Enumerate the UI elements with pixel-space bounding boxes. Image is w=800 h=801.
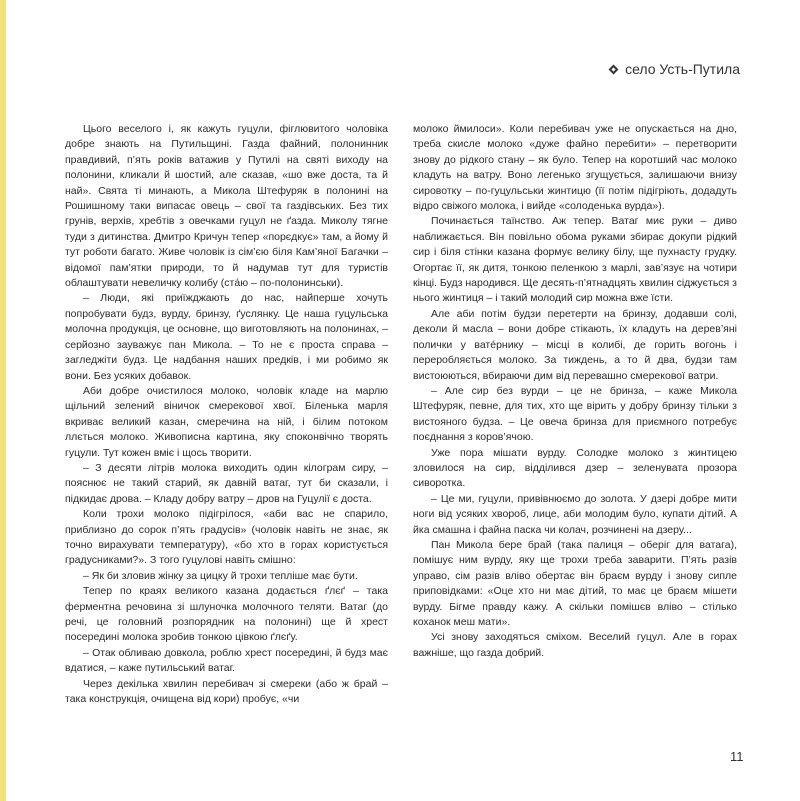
left-column: [65, 122, 388, 707]
paragraph: – Це ми, гуцули, привівнюємо до золота. У дзері добре мити ноги від усяких хвороб, лице, аби молодим було, купати дітий. А йка смашна і файна паска чи колач, розчинені на дзеру...: [413, 492, 737, 536]
running-header: [610, 61, 740, 77]
paragraph: Але аби потім будзи перетерти на бринзу, додавши солі, деколи й масла – вони добре стікають, їх кладуть на дерев’яні полички у ватéрнику – місці в колибі, де горить вогонь і переробляється молоко. За тиждень, а то й два, будзи там вистоюються, вбираючи дим від перевашно смерекової ватри.: [413, 307, 737, 382]
paragraph: – Як би зловив жінку за цицку й трохи тепліше має бути.: [83, 569, 358, 582]
paragraph: Аби добре очистилося молоко, чоловік кладе на марлю щільний зелений віничок смерекової хвої. Біленька марля вкриває великий казан, смеречина на ній, і білим потоком ллється молоко. Живописна картина, яку споконвічно творять гуцули. Тут кожен вміє і щось творити.: [65, 384, 388, 459]
paragraph: – Але сир без вурди – це не бринза, – каже Микола Штефуряк, певне, для тих, хто ще вірить у добру бринзу тільки з вистояного будза. – Це овеча бринза для приємного потребує поєднання з коров’ячою.: [413, 384, 737, 444]
paragraph: Коли трохи молоко підігрілося, «аби вас не спарило, приблизно до сорок п’ять градусів» (чоловік навіть не знає, як точно вирахувати температуру), «бо хто в горах користується градусниками?». З того гуцулові навіть смішно:: [65, 508, 388, 567]
paragraph: – Люди, які приїжджають до нас, найперше хочуть попробувати будз, вурду, бринзу, ґуслянку. Це наша гуцульська молочна продукція, це основне, що виготовляють на полонинах, – серйозно зауважує пан Микола. – То не є проста справа – загледжіти будз. Це надбання наших предків, і ми робимо як вони. Без усяких добавок.: [65, 292, 388, 382]
paragraph: Цього веселого і, як кажуть гуцули, фіглювитого чоловіка добре знають на Путильщині. Газда файний, полонинник правдивий, п’ять років ватажив у Путилі на святі виходу на полонини, кликали й шостий, але сказав, «шо вже доста, та й най». Свята ті минають, а Микола Штефуряк в полонині на Рошишному таки випасає овець – свої та газдівських. Без тих грунів, верхів, хребтів з овечками гуцул не ґазда. Миколу тягне туди з дитинства. Дмитро Кричун тепер «порєдкує» там, а йому й тут роботи багато. Живе чоловік із сім’єю біля Кам’яної Багачки – відомої пам’ятки природи, то й надумав тут для туристів облаштувати невеличку колибу (стáю – по-полонинськи).: [65, 123, 388, 290]
paragraph: Усі знову заходяться сміхом. Веселий гуцул. Але в горах важніше, що газда добрий.: [413, 631, 737, 659]
paragraph: Починається таїнство. Аж тепер. Ватаг миє руки – диво наближається. Він повільно обома руками збирає докупи рідкий сир і біля стінки казана формує велику білу, ще пухнасту грудку. Огортає її, як дитя, тонкою пеленкою з марлі, зав’язує на чотири кінці. Будз народився. Ще десять-п’ятнадцять хвилин сіджується з нього жинтиця – і такий молодий сир можна вже їсти.: [413, 215, 737, 305]
paragraph: – З десяти літрів молока виходить один кілограм сиру, – пояснює не такий старий, як давній ватаг, тут би сказали, і підкидає дрова. – Кладу добру ватру – дров на Гуцулії є доста.: [65, 461, 388, 505]
paragraph: Уже пора мішати вурду. Солодке молоко з жинтицею зловилося на сир, відділився дзер – зеленувата прозора сиворотка.: [413, 446, 737, 490]
paragraph: – Отак обливаю довкола, роблю хрест посередині, й будз має вдатися, – каже путильський ватаг.: [65, 646, 388, 675]
right-column: [413, 122, 737, 661]
paragraph: Через декілька хвилин перебивач зі смереки (або ж брай – така конструкція, очищена від кори) пробує, «чи: [65, 677, 388, 706]
yellow-edge-strip: [0, 0, 6, 801]
diamond-bullet-icon: [609, 64, 619, 74]
paragraph: Тепер по краях великого казана додається ґлєґ – така ферментна речовина зі шлуночка молочного теляти. Ватаг (до речі, це головний розпорядник на полонині) ще й хрест посередині молока зробив тонкою цівкою ґлєґу.: [65, 585, 388, 644]
paragraph: Пан Микола бере брай (така палиця – оберіг для ватага), помішує ним вурду, яку ще трохи треба заварити. П’ять разів управо, сім разів вліво обертає він браєм вурду і знову сипле приповідками: «Оце хто ни має дітий, то має це браєм мішети вурду. Бігме правду кажу. А скільки помішєв вліво – стілько коханок меш мати».: [413, 538, 737, 628]
header-title: село Усть-Путила: [625, 61, 740, 77]
page-number: 11: [730, 749, 744, 764]
paragraph: молоко ймилоси». Коли перебивач уже не опускається на дно, треба скисле молоко «дуже файно перебити» – перетворити знову до рідкого стану – як було. Тепер на коротший час молоко кладуть на ватру. Воно легенько згущується, залишаючи внизу сировотку – по-гуцульськи жинтицю (її потім підігріють, додадуть відро свіжого молока, і вийде «солоденька вурда»).: [413, 123, 737, 213]
